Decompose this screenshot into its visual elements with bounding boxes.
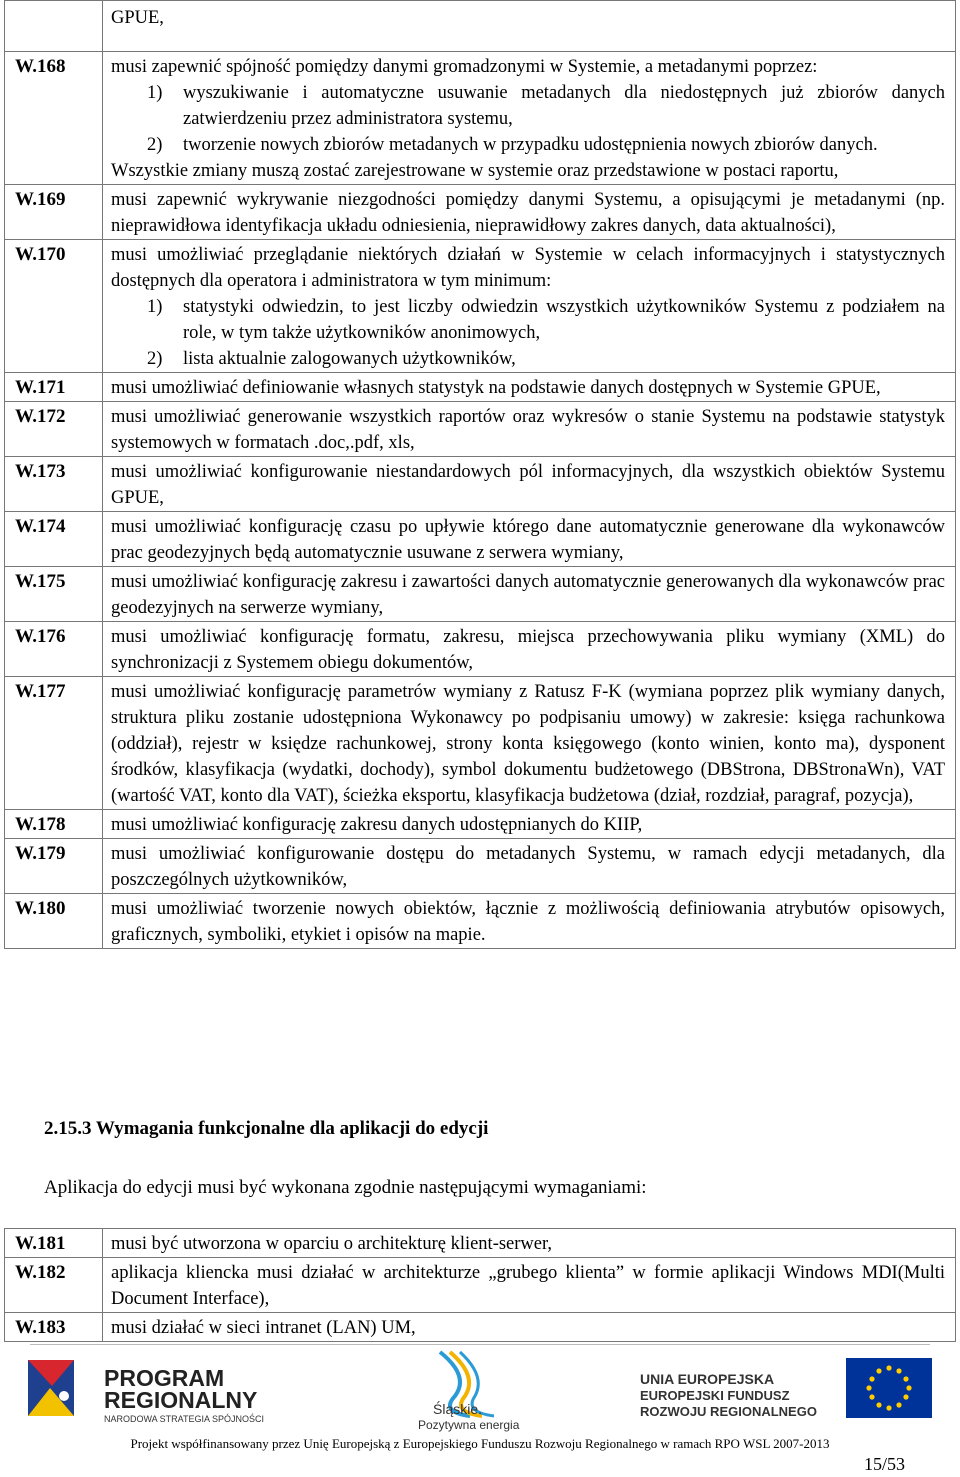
- table-row: [5, 622, 956, 677]
- requirement-id: W.181: [5, 1229, 103, 1258]
- requirement-id: W.179: [5, 839, 103, 894]
- eu-logo: [640, 1358, 932, 1419]
- requirement-id: W.169: [5, 185, 103, 240]
- ue-line1: UNIA EUROPEJSKA: [640, 1371, 775, 1387]
- requirement-text: aplikacja kliencka musi działać w architekturze „grubego klienta” w formie aplikacji Windows MDI(Multi Document Interface),: [103, 1258, 956, 1313]
- list-item-text: lista aktualnie zalogowanych użytkowników,: [183, 349, 516, 369]
- requirement-text: [103, 1, 956, 52]
- requirement-id: W.174: [5, 512, 103, 567]
- footer-divider: [30, 1344, 930, 1345]
- program-regionalny-logo: [28, 1360, 264, 1424]
- footer-text: Projekt współfinansowany przez Unię Europejską z Europejskiego Funduszu Rozwoju Regionalnego w ramach RPO WSL 2007-2013: [130, 1436, 830, 1451]
- page-number: 15/53: [863, 1454, 905, 1474]
- requirement-id: W.180: [5, 894, 103, 949]
- requirement-text: musi umożliwiać konfigurację formatu, zakresu, miejsca przechowywania pliku wymiany (XML) do synchronizacji z Systemem obiegu dokumentów,: [103, 622, 956, 677]
- requirement-text: [103, 240, 956, 373]
- table-row: [5, 512, 956, 567]
- top-row-text: GPUE,: [111, 8, 164, 28]
- requirement-text: musi działać w sieci intranet (LAN) UM,: [103, 1313, 956, 1342]
- table-row: [5, 1229, 956, 1258]
- footer-logos: [0, 1346, 960, 1438]
- requirement-text: [103, 52, 956, 185]
- requirement-id: W.182: [5, 1258, 103, 1313]
- list-item: [147, 346, 945, 372]
- table-row: [5, 373, 956, 402]
- requirement-after: Wszystkie zmiany muszą zostać zarejestrowane w systemie oraz przedstawione w postaci raportu,: [111, 161, 839, 181]
- requirement-text: musi umożliwiać definiowanie własnych statystyk na podstawie danych dostępnych w Systemie GPUE,: [103, 373, 956, 402]
- requirements-table: [4, 0, 956, 949]
- program-line2: REGIONALNY: [104, 1387, 258, 1413]
- requirement-id: W.168: [5, 52, 103, 185]
- list-item-text: statystyki odwiedzin, to jest liczby odwiedzin wszystkich użytkowników Systemu z podziałem na role, w tym także użytkowników anonimowych,: [183, 297, 945, 343]
- list-number: 2): [147, 349, 163, 369]
- list-item-text: wyszukiwanie i automatyczne usuwanie metadanych dla niedostępnych już zbiorów danych zatwierdzeniu przez administratora systemu,: [183, 83, 945, 129]
- list-number: 1): [147, 83, 163, 103]
- list-item: [147, 294, 945, 346]
- requirement-text: musi umożliwiać konfigurowanie dostępu do metadanych Systemu, w ramach edycji metadanych, dla poszczególnych użytkowników,: [103, 839, 956, 894]
- requirement-line: musi umożliwiać przeglądanie niektórych działań w Systemie w celach informacyjnych i statystycznych dostępnych dla operatora i administratora w tym minimum:: [111, 245, 945, 291]
- requirement-text: musi zapewnić wykrywanie niezgodności pomiędzy danymi Systemu, a opisującymi je metadanymi (np. nieprawidłowa identyfikacja układu odniesienia, nieprawidłowy zakres danych, data aktualności),: [103, 185, 956, 240]
- requirements-table-2: [4, 1228, 956, 1342]
- table-row: [5, 402, 956, 457]
- requirement-text: musi umożliwiać konfigurowanie niestandardowych pól informacyjnych, dla wszystkich obiektów Systemu GPUE,: [103, 457, 956, 512]
- program-line3: NARODOWA STRATEGIA SPÓJNOŚCI: [104, 1414, 265, 1424]
- requirement-id: W.173: [5, 457, 103, 512]
- requirement-id: W.176: [5, 622, 103, 677]
- requirement-list: [111, 294, 945, 372]
- slaskie-line1: Śląskie.: [433, 1401, 483, 1417]
- list-item-text: tworzenie nowych zbiorów metadanych w przypadku udostępnienia nowych zbiorów danych.: [183, 135, 878, 155]
- requirement-id: W.177: [5, 677, 103, 810]
- list-number: 1): [147, 297, 163, 317]
- program-line1: PROGRAM: [104, 1365, 225, 1391]
- table-row: [5, 677, 956, 810]
- table-row: [5, 567, 956, 622]
- requirement-list: [111, 80, 945, 158]
- requirement-text: musi umożliwiać konfigurację czasu po upływie którego dane automatycznie generowane dla wykonawców prac geodezyjnych będą automatycznie usuwane z serwera wymiany,: [103, 512, 956, 567]
- requirement-id: W.172: [5, 402, 103, 457]
- requirement-id: W.171: [5, 373, 103, 402]
- table-row: [5, 1313, 956, 1342]
- requirement-text: musi umożliwiać tworzenie nowych obiektów, łącznie z możliwością definiowania atrybutów opisowych, graficznych, symboliki, etykiet i opisów na mapie.: [103, 894, 956, 949]
- table-row: [5, 1, 956, 52]
- section-intro: Aplikacja do edycji musi być wykonana zgodnie następującymi wymaganiami:: [44, 1177, 647, 1198]
- list-item: [147, 132, 945, 158]
- requirement-text: musi umożliwiać konfigurację parametrów wymiany z Ratusz F-K (wymiana poprzez plik wymiany danych, struktura pliku zostanie udostępniona Wykonawcy po podpisaniu umowy) w zakresie: księga rachunkowa (oddział), rejestr w księdze rachunkowej, strony konta księgowego (konto winien, konto ma), dysponent środków, klasyfikacja (wydatki, dochody), symbol dokumentu budżetowego (DBStrona, DBStronaWn), VAT (wartość VAT, konto dla VAT), ścieżka eksportu, klasyfikacja budżetowa (dział, rozdział, paragraf, pozycja),: [103, 677, 956, 810]
- requirement-text: musi umożliwiać konfigurację zakresu danych udostępnianych do KIIP,: [103, 810, 956, 839]
- table-row: [5, 185, 956, 240]
- list-item: [147, 80, 945, 132]
- ue-line2: EUROPEJSKI FUNDUSZ: [640, 1388, 790, 1403]
- ue-line3: ROZWOJU REGIONALNEGO: [640, 1404, 817, 1419]
- table-row: [5, 839, 956, 894]
- requirement-line: musi zapewnić spójność pomiędzy danymi gromadzonymi w Systemie, a metadanymi poprzez:: [111, 57, 818, 77]
- requirement-id: W.183: [5, 1313, 103, 1342]
- requirement-id: W.170: [5, 240, 103, 373]
- requirement-id: W.175: [5, 567, 103, 622]
- requirement-id: W.178: [5, 810, 103, 839]
- list-number: 2): [147, 135, 163, 155]
- table-row: [5, 1258, 956, 1313]
- requirement-text: musi umożliwiać konfigurację zakresu i zawartości danych automatycznie generowanych dla wykonawców prac geodezyjnych na serwerze wymiany,: [103, 567, 956, 622]
- table-row: [5, 240, 956, 373]
- requirement-id: [5, 1, 103, 52]
- table-row: [5, 894, 956, 949]
- slaskie-line2: Pozytywna energia: [418, 1418, 520, 1432]
- requirement-text: musi być utworzona w oparciu o architekturę klient-serwer,: [103, 1229, 956, 1258]
- section-title: 2.15.3 Wymagania funkcjonalne dla aplikacji do edycji: [44, 1118, 489, 1139]
- table-row: [5, 810, 956, 839]
- table-row: [5, 52, 956, 185]
- requirement-text: musi umożliwiać generowanie wszystkich raportów oraz wykresów o stanie Systemu na podstawie statystyk systemowych w formatach .doc,.pdf, xls,: [103, 402, 956, 457]
- slaskie-logo: [418, 1352, 520, 1432]
- table-row: [5, 457, 956, 512]
